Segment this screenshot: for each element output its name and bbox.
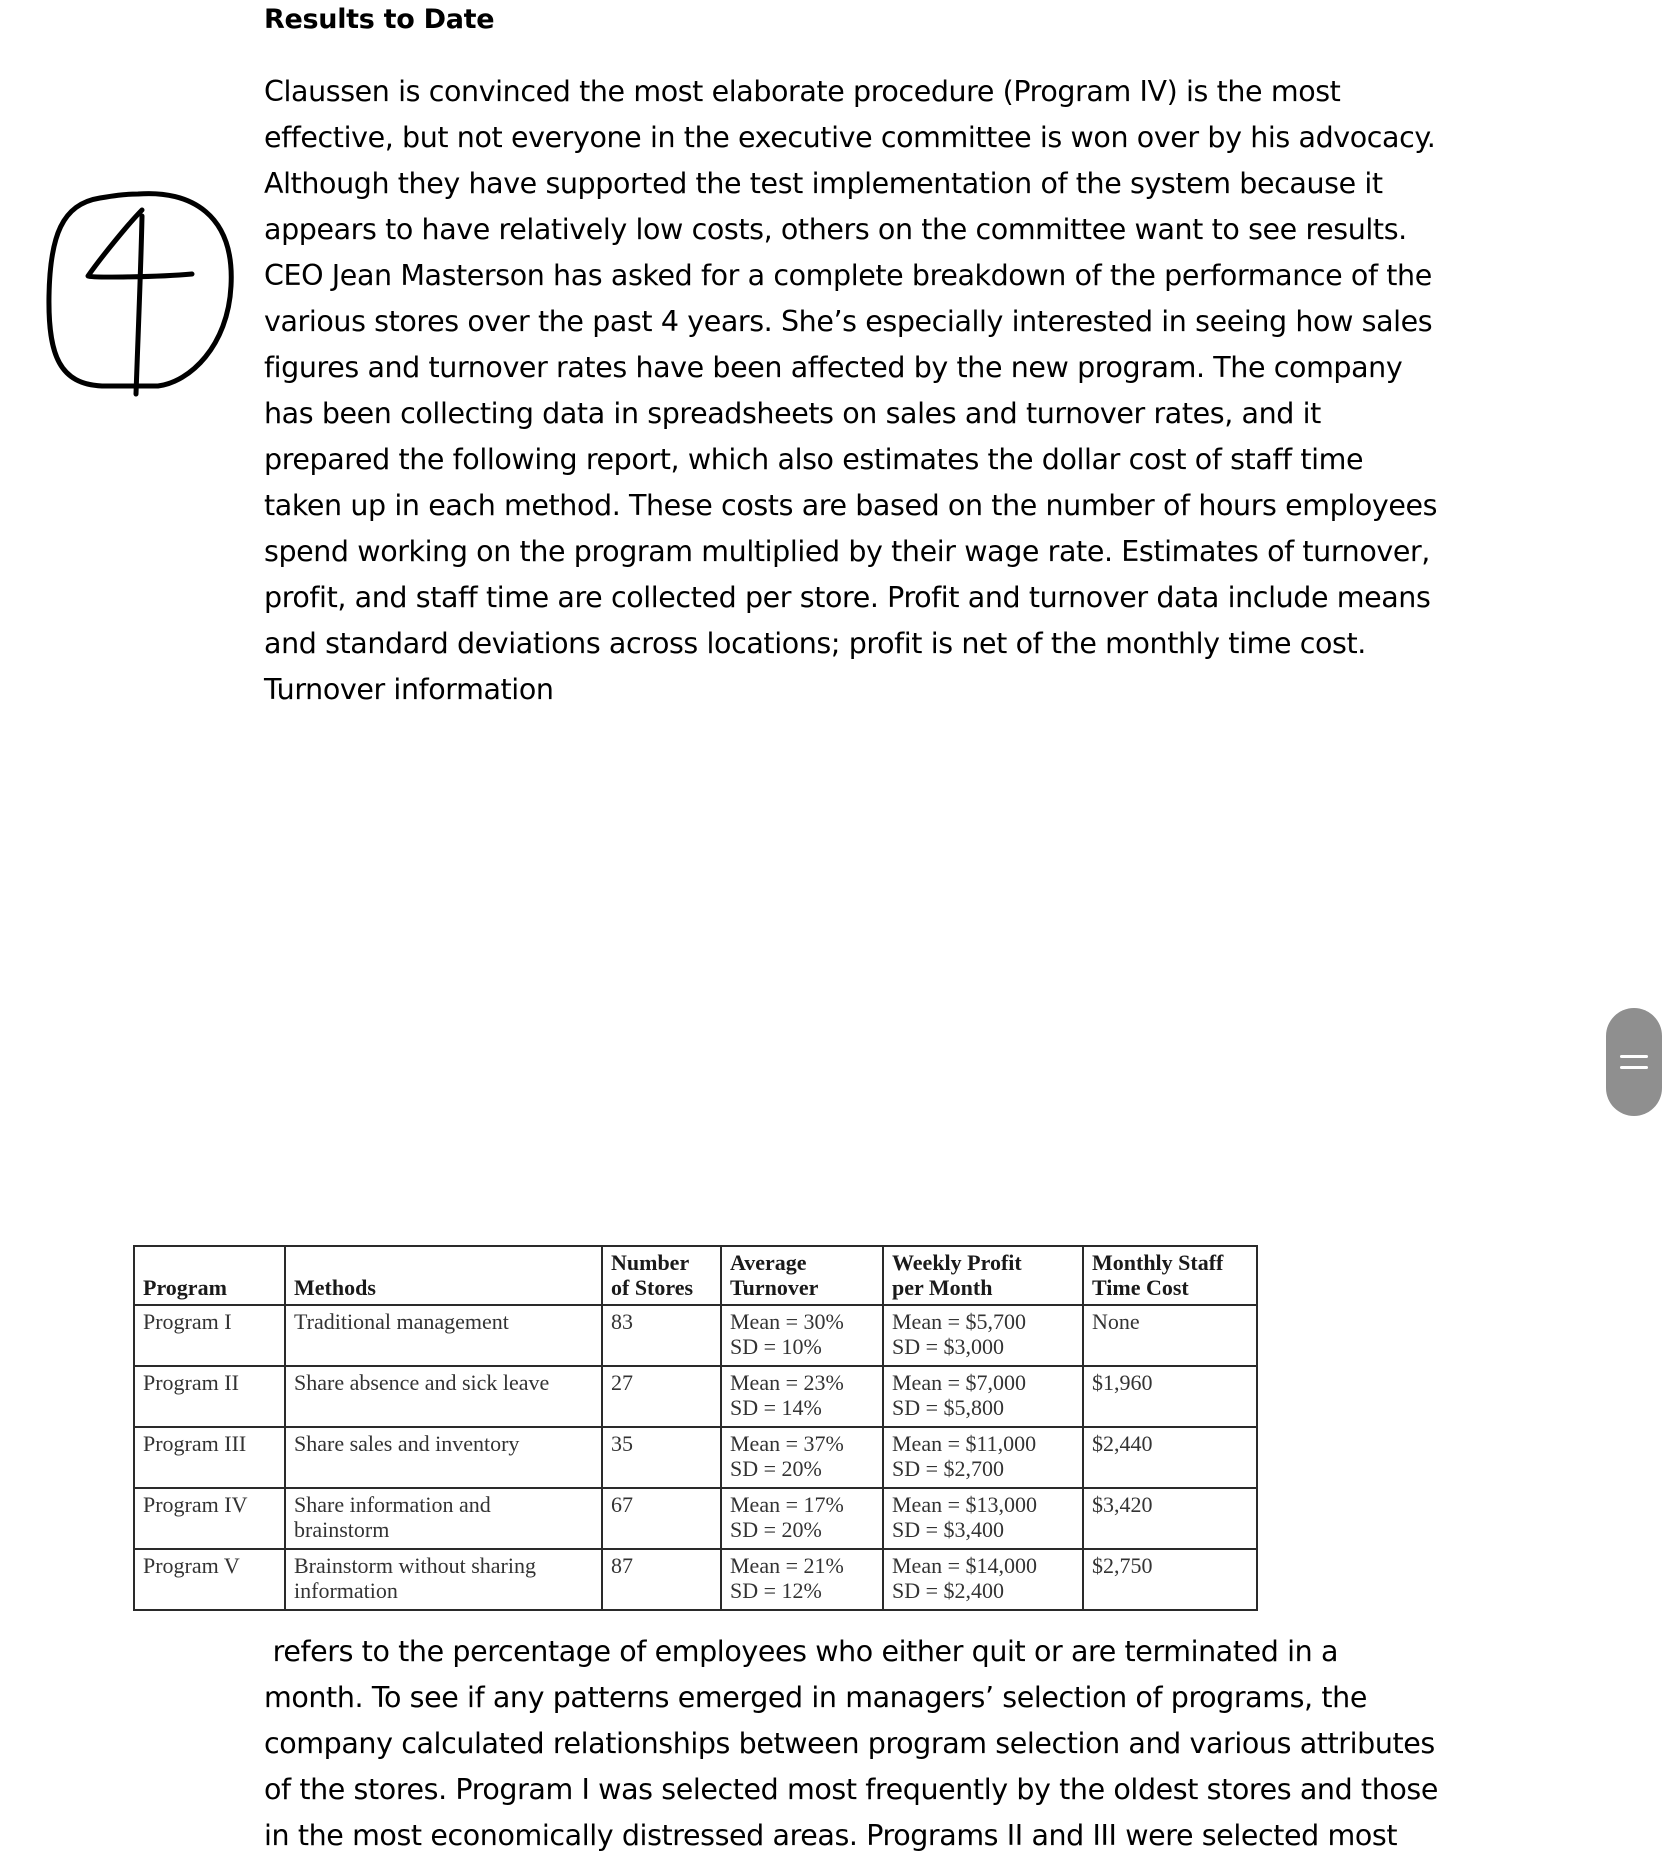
cell-methods: Brainstorm without sharing information: [285, 1549, 602, 1610]
text-line: in the most economically distressed areas. Programs II and III were selected most: [264, 1819, 1398, 1852]
cell-methods: Share absence and sick leave: [285, 1366, 602, 1427]
text-line: prepared the following report, which also estimates the dollar cost of staff time: [264, 443, 1364, 476]
cell-profit: Mean = $7,000 SD = $5,800: [883, 1366, 1083, 1427]
table-header-row: [134, 1246, 1257, 1305]
body-paragraph-2: [264, 1629, 1438, 1859]
cell-time-cost: $3,420: [1083, 1488, 1257, 1549]
cell-time-cost: $2,440: [1083, 1427, 1257, 1488]
program-results-table: [133, 1245, 1258, 1611]
cell-profit: Mean = $11,000 SD = $2,700: [883, 1427, 1083, 1488]
handwritten-circled-4-icon: [40, 186, 240, 400]
scroll-handle[interactable]: [1606, 1008, 1662, 1116]
cell-program: Program II: [134, 1366, 285, 1427]
text-line: CEO Jean Masterson has asked for a complete breakdown of the performance of the: [264, 259, 1432, 292]
cell-stores: 27: [602, 1366, 721, 1427]
text-line: Turnover information: [264, 673, 554, 706]
table-row: [134, 1366, 1257, 1427]
text-line: appears to have relatively low costs, others on the committee want to see results.: [264, 213, 1407, 246]
cell-stores: 83: [602, 1305, 721, 1366]
table-row: [134, 1549, 1257, 1610]
text-line: effective, but not everyone in the executive committee is won over by his advocacy.: [264, 121, 1436, 154]
text-line: Claussen is convinced the most elaborate procedure (Program IV) is the most: [264, 75, 1341, 108]
cell-program: Program IV: [134, 1488, 285, 1549]
cell-stores: 87: [602, 1549, 721, 1610]
cell-profit: Mean = $14,000 SD = $2,400: [883, 1549, 1083, 1610]
header-average-turnover: Average Turnover: [721, 1246, 883, 1305]
cell-turnover: Mean = 37% SD = 20%: [721, 1427, 883, 1488]
table-row: [134, 1427, 1257, 1488]
text-line: Although they have supported the test implementation of the system because it: [264, 167, 1383, 200]
text-line: of the stores. Program I was selected most frequently by the oldest stores and those: [264, 1773, 1438, 1806]
cell-turnover: Mean = 23% SD = 14%: [721, 1366, 883, 1427]
cell-profit: Mean = $5,700 SD = $3,000: [883, 1305, 1083, 1366]
body-paragraph-1: [264, 69, 1437, 713]
cell-profit: Mean = $13,000 SD = $3,400: [883, 1488, 1083, 1549]
cell-methods: Share information and brainstorm: [285, 1488, 602, 1549]
text-line: taken up in each method. These costs are based on the number of hours employees: [264, 489, 1438, 522]
cell-stores: 67: [602, 1488, 721, 1549]
header-number-of-stores: Number of Stores: [602, 1246, 721, 1305]
cell-program: Program III: [134, 1427, 285, 1488]
text-line: figures and turnover rates have been affected by the new program. The company: [264, 351, 1403, 384]
cell-turnover: Mean = 17% SD = 20%: [721, 1488, 883, 1549]
text-line: has been collecting data in spreadsheets on sales and turnover rates, and it: [264, 397, 1321, 430]
table-row: [134, 1305, 1257, 1366]
drag-handle-icon: [1620, 1055, 1648, 1058]
cell-time-cost: None: [1083, 1305, 1257, 1366]
cell-methods: Share sales and inventory: [285, 1427, 602, 1488]
header-weekly-profit: Weekly Profit per Month: [883, 1246, 1083, 1305]
header-methods: Methods: [285, 1246, 602, 1305]
table-row: [134, 1488, 1257, 1549]
cell-program: Program V: [134, 1549, 285, 1610]
text-line: month. To see if any patterns emerged in managers’ selection of programs, the: [264, 1681, 1367, 1714]
text-line: refers to the percentage of employees who either quit or are terminated in a: [264, 1635, 1339, 1668]
header-monthly-staff-time-cost: Monthly Staff Time Cost: [1083, 1246, 1257, 1305]
cell-turnover: Mean = 21% SD = 12%: [721, 1549, 883, 1610]
text-line: spend working on the program multiplied by their wage rate. Estimates of turnover,: [264, 535, 1430, 568]
cell-time-cost: $2,750: [1083, 1549, 1257, 1610]
drag-handle-icon: [1620, 1066, 1648, 1069]
text-line: various stores over the past 4 years. She’s especially interested in seeing how sales: [264, 305, 1433, 338]
text-line: company calculated relationships between program selection and various attributes: [264, 1727, 1435, 1760]
cell-turnover: Mean = 30% SD = 10%: [721, 1305, 883, 1366]
header-program: Program: [134, 1246, 285, 1305]
section-heading: Results to Date: [264, 4, 495, 35]
cell-program: Program I: [134, 1305, 285, 1366]
cell-stores: 35: [602, 1427, 721, 1488]
text-line: profit, and staff time are collected per store. Profit and turnover data include means: [264, 581, 1431, 614]
text-line: and standard deviations across locations; profit is net of the monthly time cost.: [264, 627, 1366, 660]
cell-methods: Traditional management: [285, 1305, 602, 1366]
cell-time-cost: $1,960: [1083, 1366, 1257, 1427]
